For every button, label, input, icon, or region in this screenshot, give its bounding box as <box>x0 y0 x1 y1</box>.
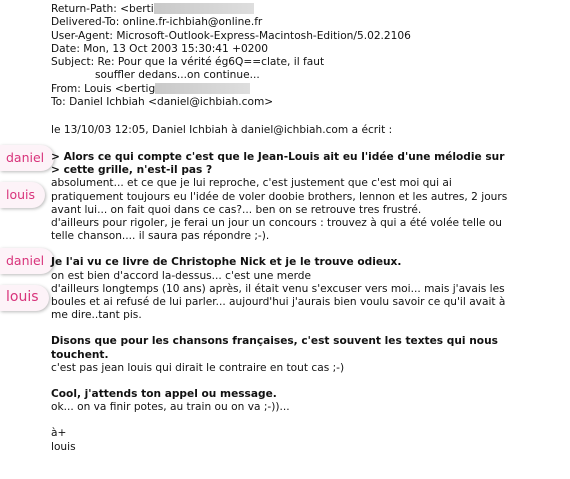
header-date: Date: Mon, 13 Oct 2003 15:30:41 +0200 <box>51 42 268 55</box>
reply-line: ok... on va finir potes, au train ou on va ;-))... <box>51 401 290 414</box>
redacted-address <box>155 83 250 94</box>
header-user-agent: User-Agent: Microsoft-Outlook-Express-Macintosh-Edition/5.02.2106 <box>51 29 411 42</box>
quoted-line: > Alors ce qui compte c'est que le Jean-Louis ait eu l'idée d'une mélodie sur <box>51 151 505 163</box>
message-body <box>51 151 566 454</box>
reply-line: me dire..tant pis. <box>51 309 142 322</box>
quoted-line: > cette grille, n'est-il pas ? <box>51 164 213 177</box>
reply-line: telle chanson.... il saura pas répondre ;-). <box>51 230 270 243</box>
quoted-line: Je l'ai vu ce livre de Christophe Nick et je le trouve odieux. <box>51 256 402 269</box>
header-delivered-to: Delivered-To: online.fr-ichbiah@online.fr <box>51 16 263 29</box>
reply-line: d'ailleurs pour rigoler, je ferai un jour un concours : trouvez à qui a été volée telle ou <box>51 217 502 230</box>
header-return-path: Return-Path: <berti <box>51 3 566 16</box>
email-headers <box>51 3 566 109</box>
quoted-line: touchent. <box>51 348 109 361</box>
speaker-tag-louis: louis <box>0 182 45 208</box>
quoted-line: Disons que pour les chansons françaises, c'est souvent les textes qui nous <box>51 335 498 348</box>
speaker-tag-louis: louis <box>0 285 49 311</box>
quoted-line: Cool, j'attends ton appel ou message. <box>51 388 277 401</box>
speaker-tag-daniel: daniel <box>0 145 54 171</box>
header-subject: Subject: Re: Pour que la vérité ég6Q==clate, il faut <box>51 56 325 69</box>
reply-line: absolument... et ce que je lui reproche, c'est justement que c'est moi qui ai <box>51 177 452 190</box>
reply-line: d'ailleurs longtemps (10 ans) après, il était venu s'excuser vers moi... mais j'avais les <box>51 282 505 295</box>
closing: à+ <box>51 427 67 440</box>
reply-line: c'est pas jean louis qui dirait le contraire en tout cas ;-) <box>51 361 345 374</box>
reply-line: on est bien d'accord la-dessus... c'est une merde <box>51 269 312 282</box>
reply-line: avant lui... on fait quoi dans ce cas?... ben on se retrouve tres frustré. <box>51 203 422 216</box>
reply-line: pratiquement toujours eu l'idée de voler doobie brothers, lennon et les autres, 2 jours <box>51 190 508 203</box>
speaker-tag-daniel: daniel <box>0 248 54 274</box>
quote-intro: le 13/10/03 12:05, Daniel Ichbiah à daniel@ichbiah.com a écrit : <box>51 124 393 136</box>
header-to: To: Daniel Ichbiah <daniel@ichbiah.com> <box>51 96 274 109</box>
header-from: From: Louis <bertig <box>51 83 566 96</box>
header-subject-continued: souffler dedans...on continue... <box>95 69 260 82</box>
signature: louis <box>51 440 76 453</box>
redacted-address <box>154 3 254 14</box>
reply-line: boules et ai refusé de lui parler... aujourd'hui j'aurais bien voulu savoir ce qu'il avait à <box>51 296 506 309</box>
